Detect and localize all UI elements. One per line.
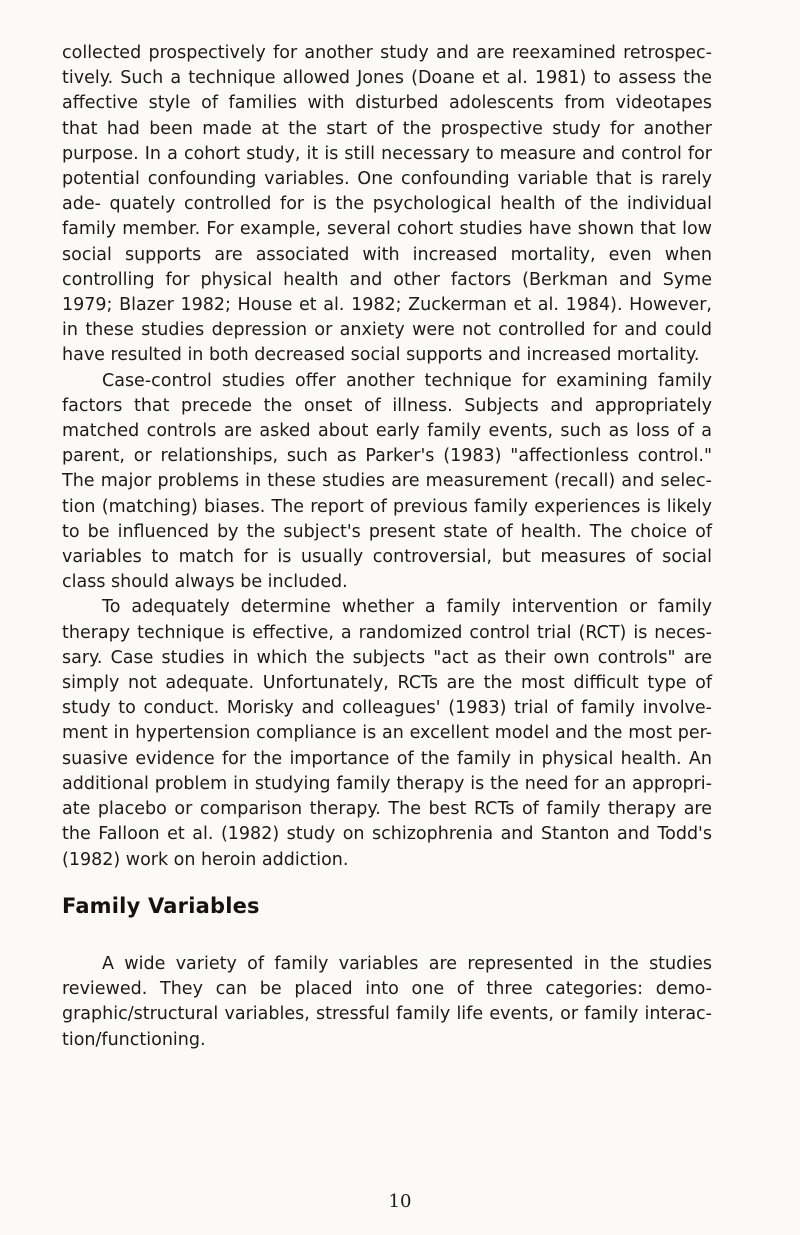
paragraph-rct: To adequately determine whether a family intervention or family therapy technique is effective, a randomized control trial (RCT) is neces- sary. Case studies in which the subjects "act as their own controls" are simply not adequate. Unfortunately, RCTs are the most difficult type of study to conduct. Morisky and colleagues' (1983) trial of family involve- ment in hypertension compliance is an excellent model and the most per- suasive evidence for the importance of the family in physical health. An additional problem in studying family therapy is the need for an appropri- ate placebo or comparison therapy. The best RCTs of family therapy are the Falloon et al. (1982) study on schizophrenia and Stanton and Todd's (1982) work on heroin addiction. xyxy=(62,597,712,870)
paragraph-continued: collected prospectively for another study and are reexamined retrospec- tively. Such a technique allowed Jones (Doane et al. 1981) to assess the affective style of families with disturbed adolescents from videotapes that had been made at the start of the prospective study for another purpose. In a cohort study, it is still necessary to measure and control for potential confounding variables. One confounding variable that is rarely ade- quately controlled for is the psychological health of the individual family member. For example, several cohort studies have shown that low social supports are associated with increased mortality, even when controlling for physical health and other factors (Berkman and Syme 1979; Blazer 1982; House et al. 1982; Zuckerman et al. 1984). However, in these studies depression or anxiety were not controlled for and could have resulted in both decreased social supports and increased mortality. xyxy=(62,43,712,366)
paragraph-case-control: Case-control studies offer another technique for examining family factors that precede the onset of illness. Subjects and appropriately matched controls are asked about early family events, such as loss of a parent, or relationships, such as Parker's (1983) "affectionless control." The major problems in these studies are measurement (recall) and selec- tion (matching) biases. The report of previous family experiences is likely to be influenced by the subject's present state of health. The choice of variables to match for is usually controversial, but measures of social class should always be included. xyxy=(62,370,712,593)
page-number: 10 xyxy=(388,1191,412,1212)
body-text xyxy=(62,41,712,873)
section-heading: Family Variables xyxy=(62,894,260,918)
section-paragraph: A wide variety of family variables are represented in the studies reviewed. They can be placed into one of three categories: demo- graphic/structural variables, stressful family life events, or family interac- tion/functioning. xyxy=(62,954,712,1050)
